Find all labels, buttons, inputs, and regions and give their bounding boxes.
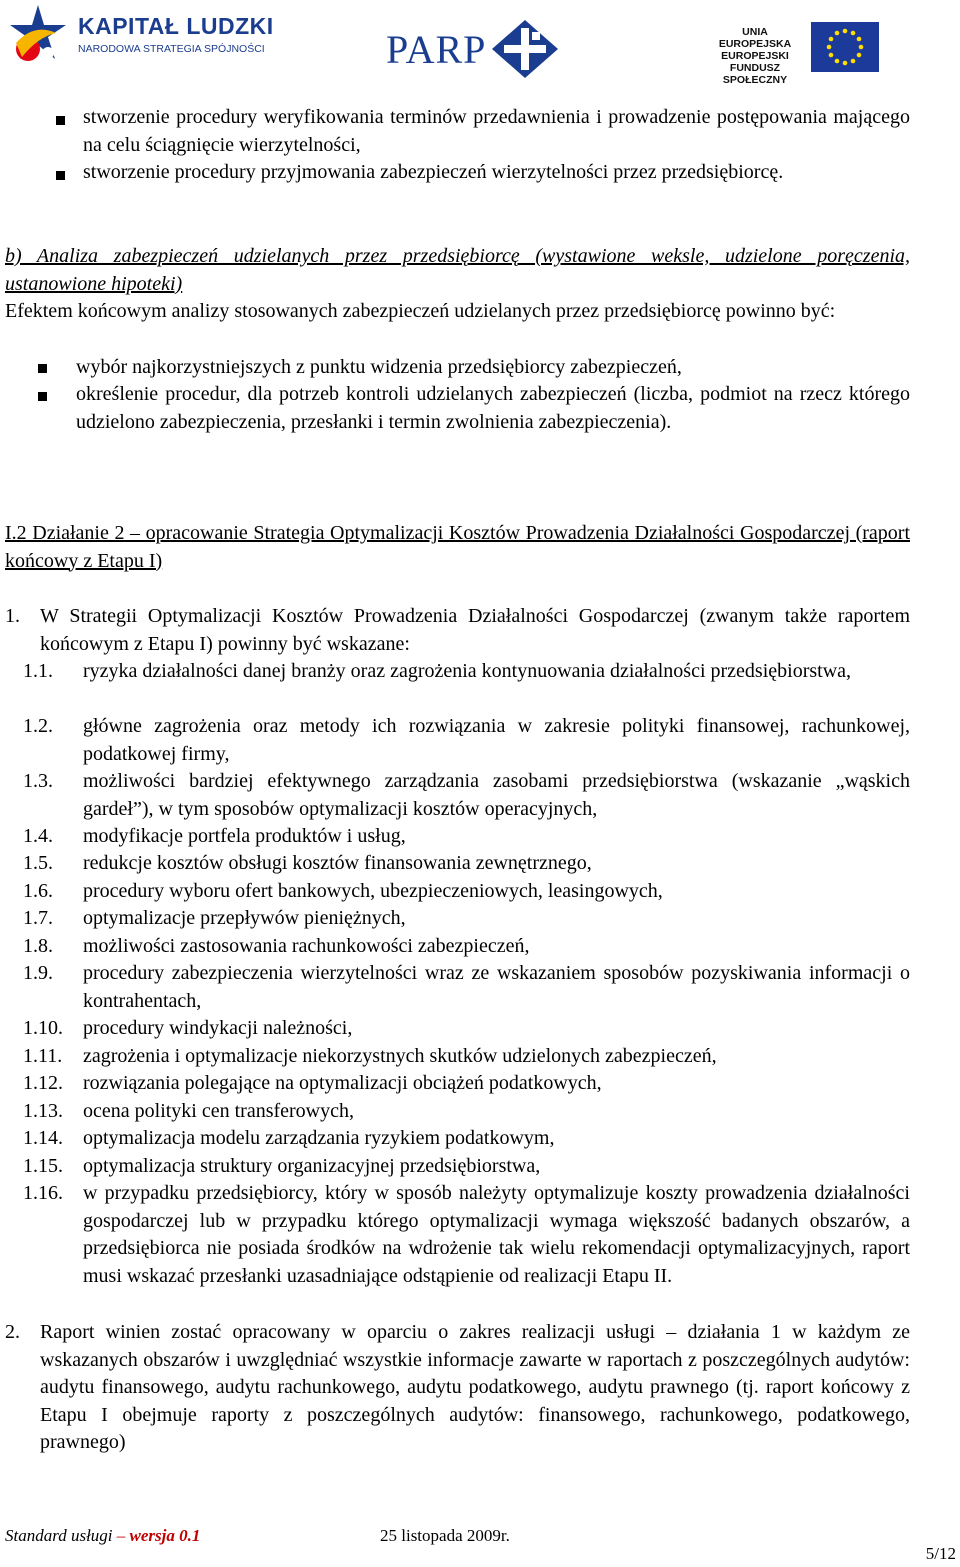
- subitem-1-16-text: w przypadku przedsiębiorcy, który w sposób należyty optymalizuje koszty prowadzenia działalności gospodarczej lub w przypadku którego optymalizacji wymaga większość badanych obszarów, a przedsiębiorca nie posiada środków na wdrożenie tak wielu rekomendacji optymalizacyjnych, raport musi wskazać przesłanki uzasadniające odstąpienie od realizacji Etapu II.: [83, 1182, 910, 1287]
- subitem-1-13-text: ocena polityki cen transferowych,: [83, 1100, 355, 1122]
- footer-dash: –: [112, 1526, 130, 1545]
- subitem-1-8-text: możliwości zastosowania rachunkowości zabezpieczeń,: [83, 935, 530, 957]
- footer-standard-label: Standard usługi: [5, 1526, 113, 1545]
- subitem-1-12-number: 1.12.: [23, 1072, 63, 1094]
- footer-version: wersja 0.1: [129, 1526, 201, 1545]
- subitem-1-6-number: 1.6.: [23, 880, 53, 902]
- item-1-text: W Strategii Optymalizacji Kosztów Prowadzenia Działalności Gospodarczej (zwanym także raportem końcowym z Etapu I) powinny być wskazane:: [40, 605, 910, 655]
- section-i2-heading: I.2 Działanie 2 – opracowanie Strategia Optymalizacji Kosztów Prowadzenia Działalności Gospodarczej (raport końcowy z Etapu I): [5, 522, 910, 572]
- bullet-square-icon: [38, 364, 47, 373]
- subitem-1-10-number: 1.10.: [23, 1017, 63, 1039]
- section-b-bullet-2: określenie procedur, dla potrzeb kontroli udzielanych zabezpieczeń (liczba, podmiot na rzecz którego udzielono zabezpieczenia, przesłanki i termin zwolnienia zabezpieczenia).: [76, 383, 910, 433]
- eu-line-3: FUNDUSZ SPOŁECZNY: [722, 62, 788, 86]
- subitem-1-14-text: optymalizacja modelu zarządzania ryzykiem podatkowym,: [83, 1127, 555, 1149]
- subitem-1-9-number: 1.9.: [23, 962, 53, 984]
- page-header: [0, 0, 960, 86]
- subitem-1-12-text: rozwiązania polegające na optymalizacji obciążeń podatkowych,: [83, 1072, 602, 1094]
- subitem-1-7-text: optymalizacje przepływów pieniężnych,: [83, 907, 406, 929]
- parp-wordmark: PARP: [386, 27, 487, 72]
- subitem-1-16-number: 1.16.: [23, 1182, 63, 1204]
- footer-date: 25 listopada 2009r.: [380, 1526, 510, 1545]
- subitem-1-6-text: procedury wyboru ofert bankowych, ubezpieczeniowych, leasingowych,: [83, 880, 663, 902]
- subitem-1-5-text: redukcje kosztów obsługi kosztów finansowania zewnętrznego,: [83, 852, 592, 874]
- subitem-1-15-number: 1.15.: [23, 1155, 63, 1177]
- bullet-square-icon: [56, 171, 65, 180]
- subitem-1-2-text: główne zagrożenia oraz metody ich rozwiązania w zakresie polityki finansowej, rachunkowej, podatkowej firmy,: [83, 715, 910, 765]
- parp-logo: [386, 20, 576, 76]
- subitem-1-3-number: 1.3.: [23, 770, 53, 792]
- eu-flag-icon: [811, 22, 879, 72]
- subitem-1-7-number: 1.7.: [23, 907, 53, 929]
- subitem-1-15-text: optymalizacja struktury organizacyjnej przedsiębiorstwa,: [83, 1155, 541, 1177]
- section-b-intro: Efektem końcowym analizy stosowanych zabezpieczeń udzielanych przez przedsiębiorcę powinno być:: [5, 300, 836, 322]
- section-b-bullet-1: wybór najkorzystniejszych z punktu widzenia przedsiębiorcy zabezpieczeń,: [76, 356, 682, 378]
- subitem-1-4-text: modyfikacje portfela produktów i usług,: [83, 825, 406, 847]
- parp-diamond-icon: [492, 20, 558, 78]
- item-2-text: Raport winien zostać opracowany w oparciu o zakres realizacji usługi – działania 1 w każdym ze wskazanych obszarów i uwzględniać wszystkie informacje zawarte w raportach z poszczególnych audytów: audytu finansowego, audytu rachunkowego, audytu podatkowego, audytu prawnego (tj. raport końcowy z Etapu I obejmuje raporty z poszczególnych audytów: finansowego, rachunkowego, podatkowego, prawnego): [40, 1321, 910, 1453]
- footer-standard: [5, 1526, 200, 1546]
- eu-logo: [705, 22, 885, 86]
- subitem-1-1-text: ryzyka działalności danej branży oraz zagrożenia kontynuowania działalności przedsiębiorstwa,: [83, 660, 852, 682]
- subitem-1-11-text: zagrożenia i optymalizacje niekorzystnych skutków udzielonych zabezpieczeń,: [83, 1045, 717, 1067]
- eu-line-1: UNIA EUROPEJSKA: [718, 26, 792, 50]
- page-footer: [0, 1523, 960, 1567]
- bullet-square-icon: [38, 392, 47, 401]
- subitem-1-14-number: 1.14.: [23, 1127, 63, 1149]
- top-bullet-2: stworzenie procedury przyjmowania zabezpieczeń wierzytelności przez przedsiębiorcę.: [83, 161, 784, 183]
- kl-title: KAPITAŁ LUDZKI: [78, 13, 274, 39]
- page-number: 5/12: [925, 1544, 956, 1563]
- eu-text: [705, 26, 805, 86]
- kl-star-icon: [8, 3, 70, 69]
- subitem-1-13-number: 1.13.: [23, 1100, 63, 1122]
- subitem-1-3-text: możliwości bardziej efektywnego zarządzania zasobami przedsiębiorstwa (wskazanie „wąskich gardeł”), w tym sposobów optymalizacji kosztów operacyjnych,: [83, 770, 910, 820]
- subitem-1-1-number: 1.1.: [23, 660, 53, 682]
- subitem-1-2-number: 1.2.: [23, 715, 53, 737]
- kapital-ludzki-logo: [8, 3, 278, 69]
- section-b-heading: b) Analiza zabezpieczeń udzielanych przez przedsiębiorcę (wystawione weksle, udzielone poręczenia, ustanowione hipoteki): [5, 245, 910, 295]
- subitem-1-4-number: 1.4.: [23, 825, 53, 847]
- bullet-square-icon: [56, 116, 65, 125]
- subitem-1-9-text: procedury zabezpieczenia wierzytelności wraz ze wskazaniem sposobów pozyskiwania informacji o kontrahentach,: [83, 962, 910, 1012]
- subitem-1-5-number: 1.5.: [23, 852, 53, 874]
- subitem-1-11-number: 1.11.: [23, 1045, 63, 1067]
- kl-subtitle: NARODOWA STRATEGIA SPÓJNOŚCI: [78, 43, 265, 55]
- eu-line-2: EUROPEJSKI: [721, 50, 789, 62]
- subitem-1-10-text: procedury windykacji należności,: [83, 1017, 353, 1039]
- top-bullet-1: stworzenie procedury weryfikowania terminów przedawnienia i prowadzenie postępowania mającego na celu ściągnięcie wierzytelności,: [83, 106, 910, 156]
- item-2-number: 2.: [5, 1321, 20, 1343]
- subitem-1-8-number: 1.8.: [23, 935, 53, 957]
- item-1-number: 1.: [5, 605, 20, 627]
